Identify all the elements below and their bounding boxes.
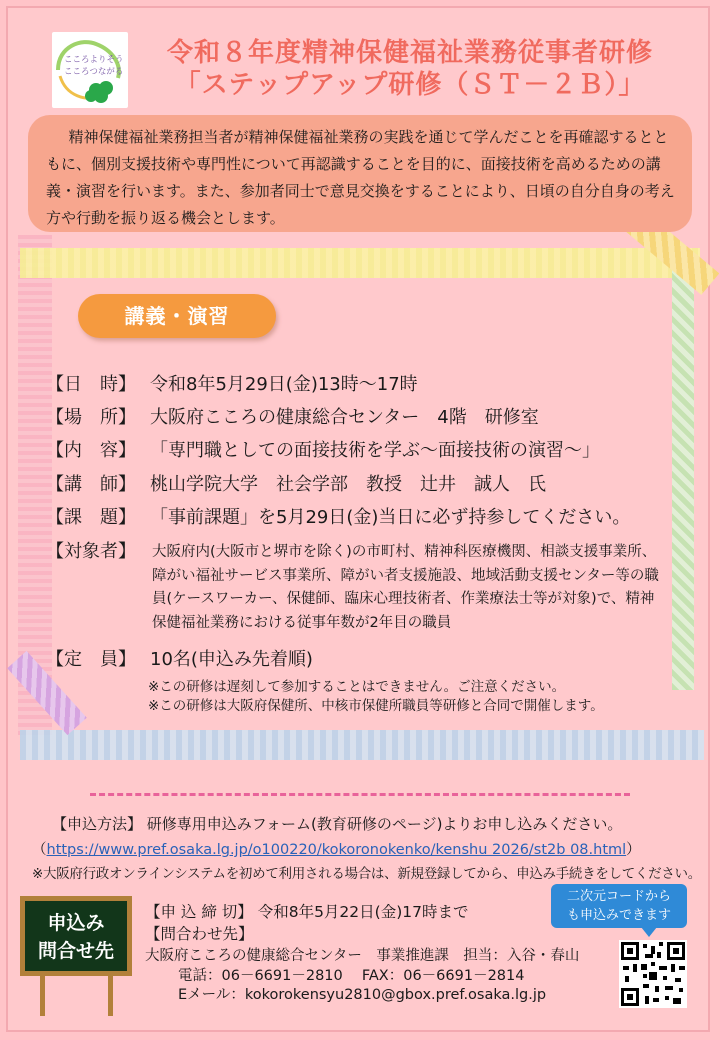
detail-content bbox=[46, 439, 600, 463]
detail-value: 桃山学院大学 社会学部 教授 辻井 誠人 氏 bbox=[150, 474, 546, 495]
deadline: 【申 込 締 切】 令和8年5月22日(金)17時まで bbox=[145, 903, 469, 921]
detail-value: 「事前課題」を5月29日(金)当日に必ず持参してください。 bbox=[150, 507, 631, 528]
url-paren-close: ） bbox=[626, 842, 641, 858]
detail-value: 10名(申込み先着順) bbox=[150, 649, 313, 670]
yellow-tape-top bbox=[20, 248, 700, 278]
board-leg-right bbox=[108, 976, 113, 1016]
note-joint: ※この研修は大阪府保健所、中核市保健所職員等研修と合同で開催します。 bbox=[148, 698, 604, 714]
title-line-2: 「ステップアップ研修（ＳＴ－２Ｂ）」 bbox=[174, 70, 646, 100]
target-value: 大阪府内(大阪市と堺市を除く)の市町村、精神科医療機関、相談支援事業所、障がい福祉サービス事業所、障がい者支援施設、地域活動支援センター等の職員(ケースワーカー、保健師、臨床心理技術者、作業療法士等が対象)で、精神保健福祉業務における従事年数が2年目の職員 bbox=[152, 544, 659, 631]
dashed-divider bbox=[90, 793, 630, 796]
detail-label: 【定 員】 bbox=[46, 649, 136, 670]
apply-method: 【申込方法】 研修専用申込みフォーム(教育研修のページ)よりお申し込みください。 bbox=[52, 815, 623, 833]
svg-text:こころつながる: こころつながる bbox=[64, 67, 124, 77]
section-pill: 講義・演習 bbox=[78, 294, 276, 338]
contact-email: Eメール：kokorokensyu2810@gbox.pref.osaka.lg.jp bbox=[178, 987, 547, 1003]
board-line-2: 問合せ先 bbox=[37, 940, 114, 962]
contact-org: 大阪府こころの健康総合センター 事業推進課 担当：入谷・春山 bbox=[145, 948, 580, 964]
detail-date bbox=[46, 373, 418, 397]
kokoro-logo-icon bbox=[52, 32, 128, 108]
intro-box: 精神保健福祉業務担当者が精神保健福祉業務の実践を通じて学んだことを再確認するとともに、個別支援技術や専門性について再認識することを目的に、面接技術を高めるための講義・演習を行います。また、参加者同士で意見交換をすることにより、日頃の自分自身の考え方や行動を振り返る機会とします。 bbox=[28, 115, 692, 232]
title-line-1: 令和８年度精神保健福祉業務従事者研修 bbox=[166, 38, 653, 68]
blue-tape-bottom bbox=[20, 730, 704, 760]
apply-url-link[interactable]: https://www.pref.osaka.lg.jp/o100220/kokoronokenko/kenshu 2026/st2b 08.html bbox=[46, 842, 627, 858]
detail-value: 大阪府こころの健康総合センター 4階 研修室 bbox=[150, 407, 539, 428]
qr-bubble bbox=[551, 884, 687, 928]
online-note: ※大阪府行政オンラインシステムを初めて利用される場合は、新規登録してから、申込み手続きをしてください。 bbox=[32, 866, 701, 882]
contact-phone: 電話：06－6691－2810 FAX：06－6691－2814 bbox=[178, 968, 525, 984]
detail-label: 【場 所】 bbox=[46, 407, 136, 428]
inquiry-label: 【問合わせ先】 bbox=[145, 925, 254, 943]
detail-value: 「専門職としての面接技術を学ぶ～面接技術の演習～」 bbox=[150, 440, 600, 461]
detail-label: 【内 容】 bbox=[46, 440, 136, 461]
detail-lecturer bbox=[46, 473, 546, 497]
bubble-line-2: も申込みできます bbox=[566, 908, 671, 923]
bubble-line-1: 二次元コードから bbox=[566, 889, 671, 904]
svg-text:こころよりそう: こころよりそう bbox=[64, 55, 124, 65]
note-late: ※この研修は遅刻して参加することはできません。ご注意ください。 bbox=[148, 679, 566, 695]
detail-label: 【日 時】 bbox=[46, 374, 136, 395]
chalkboard-sign bbox=[20, 896, 132, 976]
green-tape-right bbox=[672, 260, 694, 690]
url-paren-open: （ bbox=[32, 842, 47, 858]
detail-place bbox=[46, 406, 539, 430]
detail-capacity bbox=[46, 648, 313, 672]
target-label: 【対象者】 bbox=[46, 541, 136, 562]
board-line-1: 申込み bbox=[47, 912, 105, 934]
qr-code-icon[interactable] bbox=[619, 940, 687, 1008]
detail-assignment bbox=[46, 506, 630, 530]
detail-value: 令和8年5月29日(金)13時～17時 bbox=[150, 374, 418, 395]
board-leg-left bbox=[40, 976, 45, 1016]
detail-label: 【課 題】 bbox=[46, 507, 136, 528]
detail-label: 【講 師】 bbox=[46, 474, 136, 495]
apply-url-line bbox=[32, 838, 641, 859]
